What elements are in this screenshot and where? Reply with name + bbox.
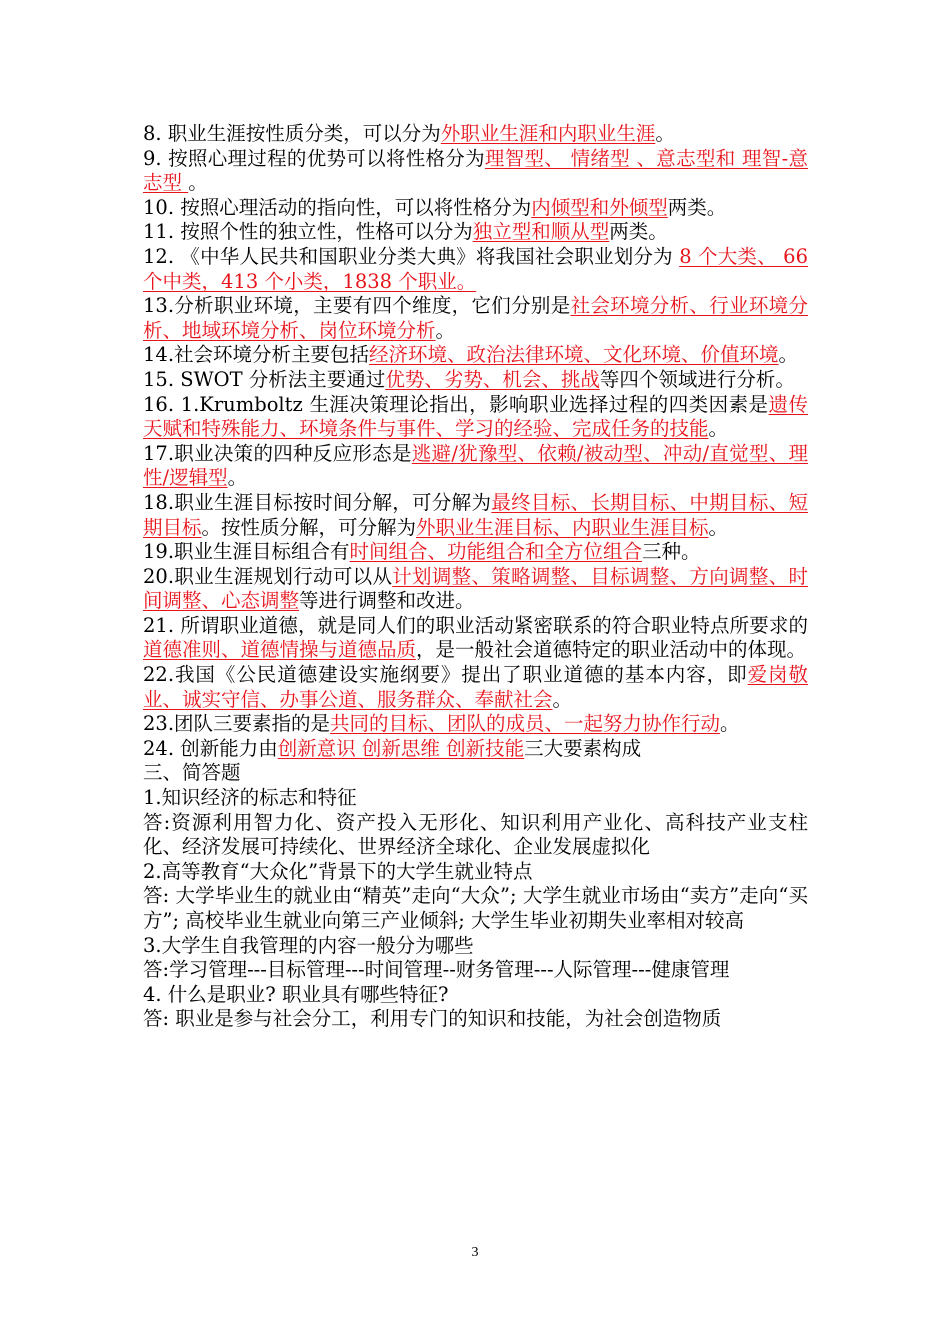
question-text: 两类。 [667,195,727,219]
question-text: 10. 按照心理活动的指向性，可以将性格分为 [143,195,532,219]
question-text: 12. 《中华人民共和国职业分类大典》将我国社会职业划分为 [143,244,680,268]
paragraph [143,147,808,196]
question-text: 等四个领域进行分析。 [599,367,795,391]
answer-text: 遗传天赋和特殊能力、环境条件与事件、学习的经验、完成任务的技能 [143,392,808,441]
answer-text: 道德准则、道德情操与道德品质 [143,638,417,662]
question-text: 11. 按照个性的独立性，性格可以分为 [143,220,473,244]
paragraph [143,761,808,786]
question-text: 20.职业生涯规划行动可以从 [143,564,393,588]
answer-text: 8 个大类、 66 个中类，413 个小类，1838 个职业。 [143,244,808,293]
paragraph [143,122,808,147]
paragraph [143,442,808,491]
answer-text: 内倾型和外倾型 [531,195,668,219]
paragraph [143,934,808,959]
question-text: 等进行调整和改进。 [299,589,475,613]
question-text: 14.社会环境分析主要包括 [143,343,370,367]
paragraph [143,884,808,933]
question-text: 答: 职业是参与社会分工，利用专门的知识和技能，为社会创造物质 [143,1007,722,1031]
question-text: 。 [708,515,729,539]
paragraph [143,712,808,737]
paragraph [143,811,808,860]
paragraph [143,245,808,294]
paragraph [143,196,808,221]
answer-text: 创新意识 创新思维 创新技能 [277,736,525,760]
paragraph [143,983,808,1008]
paragraph [143,220,808,245]
question-text: 3.大学生自我管理的内容一般分为哪些 [143,933,474,957]
question-text: 答:学习管理---目标管理---时间管理--财务管理---人际管理---健康管理 [143,958,730,982]
question-text: ，是一般社会道德特定的职业活动中的体现。 [416,638,807,662]
question-text: 三种。 [642,540,701,564]
question-text: 24. 创新能力由 [143,736,278,760]
answer-text: 时间组合、功能组合和全方位组合 [349,540,643,564]
question-text: 15. SWOT 分析法主要通过 [143,367,386,391]
paragraph [143,1007,808,1032]
question-text: 18.职业生涯目标按时间分解，可分解为 [143,490,492,514]
question-text: 4. 什么是职业? 职业具有哪些特征? [143,982,449,1006]
question-text: 三大要素构成 [524,736,642,760]
question-text: 1.知识经济的标志和特征 [143,786,357,810]
question-text: 答:资源利用智力化、资产投入无形化、知识利用产业化、高科技产业支柱化、经济发展可持续化、世界经济全球化、企业发展虚拟化 [143,810,808,859]
question-text: 16. 1.Krumboltz 生涯决策理论指出，影响职业选择过程的四类因素是 [143,392,769,416]
paragraph [143,491,808,540]
answer-text: 社会环境分析、行业环境分析、地域环境分析、岗位环境分析 [143,294,808,342]
paragraph [143,540,808,565]
question-text: 。 [778,343,799,367]
question-text: 22.我国《公民道德建设实施纲要》提出了职业道德的基本内容，即 [143,663,748,687]
question-text: 三、简答题 [143,761,241,785]
question-text: 。 [720,712,740,736]
question-text: 。 [655,122,675,145]
paragraph [143,343,808,368]
paragraph [143,958,808,983]
question-text: 8. 职业生涯按性质分类，可以分为 [143,122,441,145]
question-text: 9. 按照心理过程的优势可以将性格分为 [143,146,485,170]
paragraph [143,368,808,393]
question-text: 。按性质分解，可分解为 [201,515,417,539]
answer-text: 共同的目标、团队的成员、一起努力协作行动 [330,712,721,736]
question-text: 两类。 [609,220,668,244]
question-text: 。 [708,417,729,441]
question-text: 21. 所谓职业道德，就是同人们的职业活动紧密联系的符合职业特点所要求的 [143,613,808,637]
question-text: 。 [552,687,573,711]
question-text: 2.高等教育“大众化”背景下的大学生就业特点 [143,859,533,883]
answer-text: 爱岗敬业、诚实守信、办事公道、服务群众、奉献社会 [143,663,808,711]
page-number: 3 [471,1245,479,1260]
answer-text: 外职业生涯和内职业生涯 [440,122,656,145]
paragraph [143,393,808,442]
paragraph [143,737,808,762]
paragraph [143,663,808,712]
question-text: 。 [227,466,248,490]
paragraph [143,294,808,343]
question-text: 17.职业决策的四种反应形态是 [143,441,412,465]
question-text: 。 [435,318,456,342]
question-text: 。 [188,171,208,195]
answer-text: 计划调整、策略调整、目标调整、方向调整、时间调整、心态调整 [143,564,808,613]
answer-text: 理智型、 情绪型 、意志型和 理智-意志型 [143,146,808,195]
question-text: 19.职业生涯目标组合有 [143,540,350,564]
question-text: 23.团队三要素指的是 [143,712,331,736]
paragraph [143,860,808,885]
question-text: 13.分析职业环境，主要有四个维度，它们分别是 [143,294,571,318]
answer-text: 逃避/犹豫型、依赖/被动型、冲动/直觉型、理性/逻辑型 [143,441,808,490]
answer-text: 最终目标、长期目标、中期目标、短期目标 [143,490,808,539]
answer-text: 优势、劣势、机会、挑战 [385,367,600,391]
paragraph [143,614,808,663]
answer-text: 外职业生涯目标、内职业生涯目标 [416,515,709,539]
paragraph [143,786,808,811]
document-body [143,122,808,1032]
answer-text: 独立型和顺从型 [472,220,610,244]
paragraph [143,565,808,614]
answer-text: 经济环境、政治法律环境、文化环境、价值环境 [369,343,779,367]
question-text: 答: 大学毕业生的就业由“精英”走向“大众”; 大学生就业市场由“卖方”走向“买方”; 高校毕业生就业向第三产业倾斜; 大学生毕业初期失业率相对较高 [143,884,808,932]
